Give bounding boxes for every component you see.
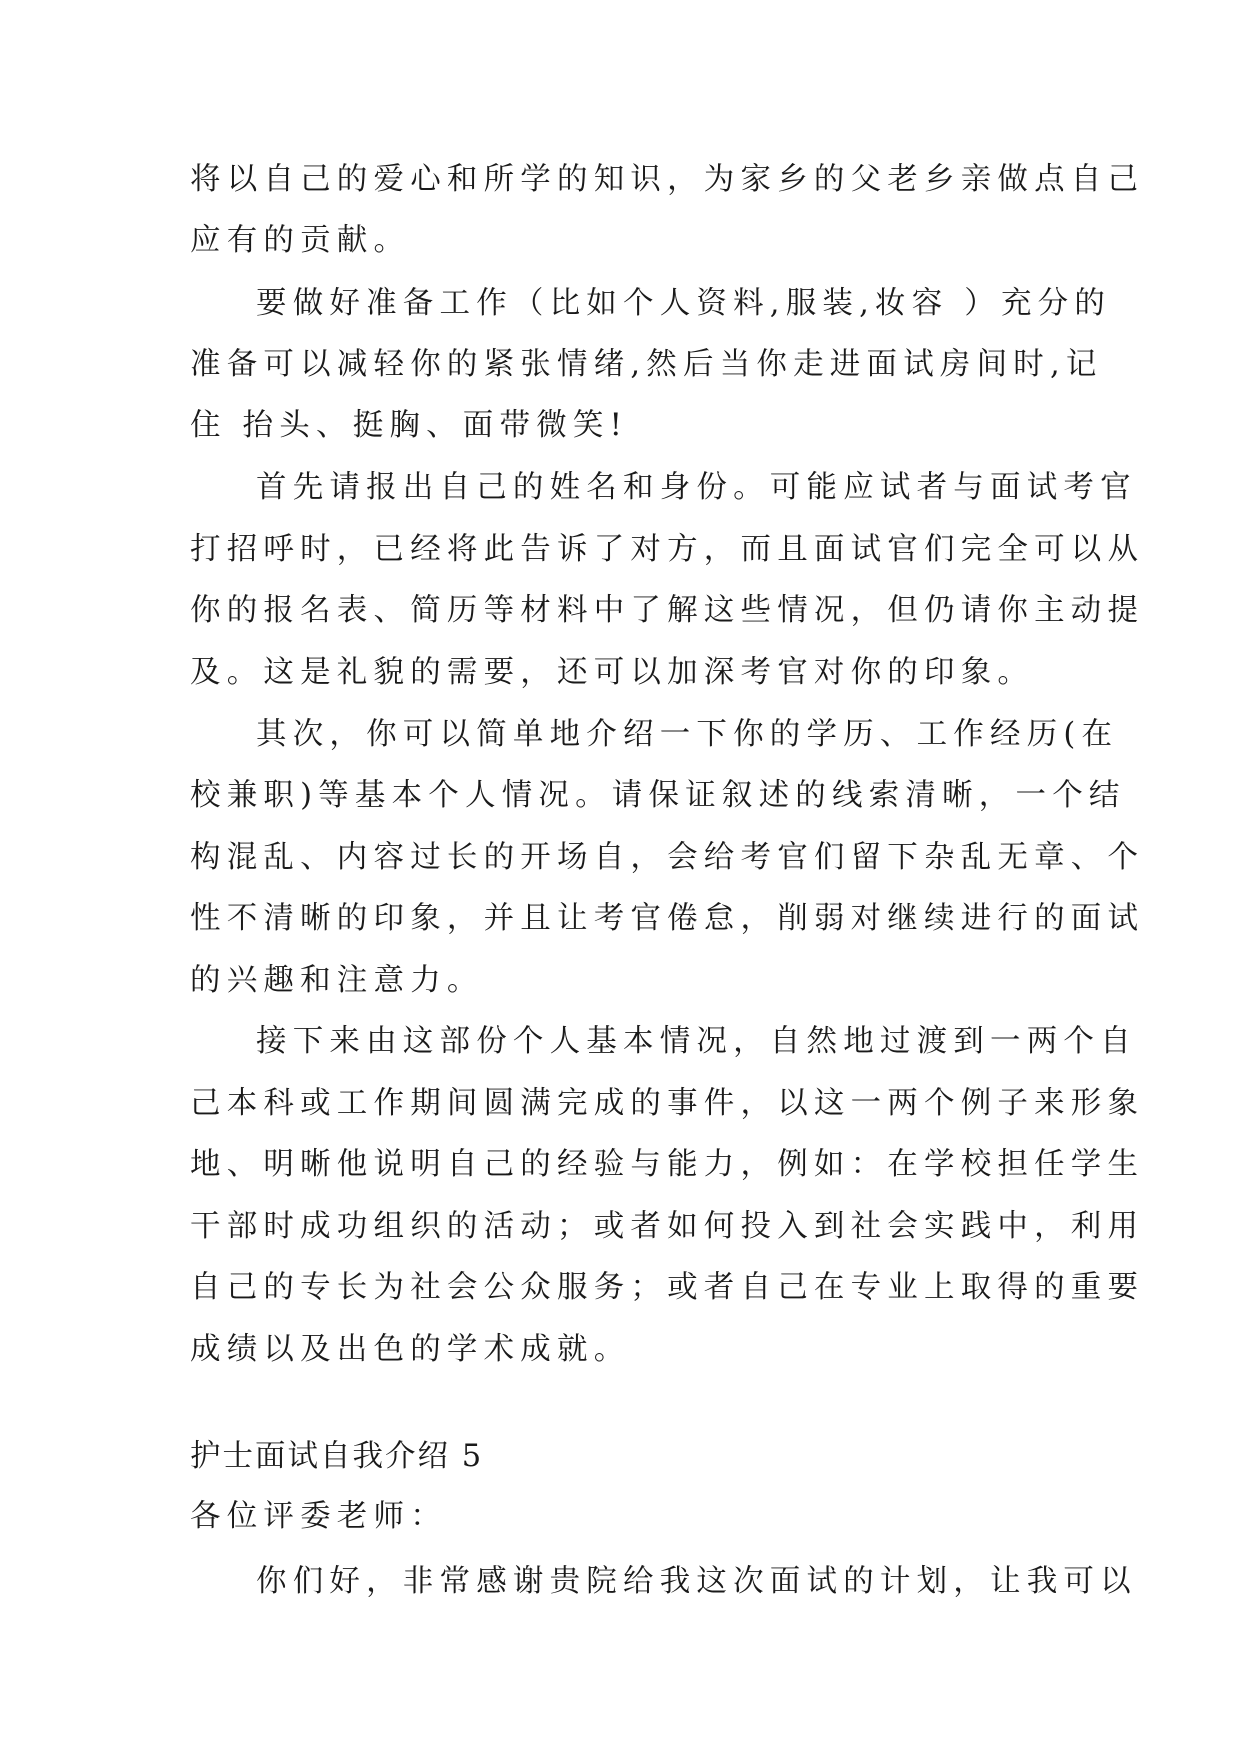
paragraph-line: 校兼职)等基本个人情况。请保证叙述的线索清晰，一个结 — [190, 778, 1126, 813]
paragraph-line: 地、明晰他说明自己的经验与能力，例如：在学校担任学生 — [190, 1147, 1145, 1182]
paragraph-line: 的兴趣和注意力。 — [190, 963, 484, 998]
paragraph-line: 性不清晰的印象，并且让考官倦怠，削弱对继续进行的面试 — [190, 901, 1145, 936]
paragraph-line: 住 抬头、挺胸、面带微笑! — [190, 408, 629, 443]
paragraph-line: 你的报名表、简历等材料中了解这些情况，但仍请你主动提 — [190, 593, 1145, 628]
paragraph-line: 及。这是礼貌的需要，还可以加深考官对你的印象。 — [190, 655, 1035, 690]
paragraph-line: 准备可以减轻你的紧张情绪,然后当你走进面试房间时,记 — [190, 347, 1103, 382]
paragraph-line: 要做好准备工作（比如个人资料,服装,妆容 ）充分的 — [256, 286, 1112, 321]
salutation: 各位评委老师： — [190, 1499, 447, 1534]
paragraph-line: 将以自己的爱心和所学的知识，为家乡的父老乡亲做点自己 — [190, 162, 1145, 197]
section-heading: 护士面试自我介绍 5 — [190, 1439, 484, 1474]
paragraph-line: 你们好，非常感谢贵院给我这次面试的计划，让我可以 — [256, 1564, 1137, 1599]
paragraph-line: 打招呼时，已经将此告诉了对方，而且面试官们完全可以从 — [190, 532, 1145, 567]
paragraph-line: 自己的专长为社会公众服务；或者自己在专业上取得的重要 — [190, 1270, 1145, 1305]
paragraph-line: 接下来由这部份个人基本情况，自然地过渡到一两个自 — [256, 1024, 1137, 1059]
paragraph-line: 构混乱、内容过长的开场自，会给考官们留下杂乱无章、个 — [190, 840, 1145, 875]
paragraph-line: 应有的贡献。 — [190, 223, 411, 258]
paragraph-line: 其次，你可以简单地介绍一下你的学历、工作经历(在 — [256, 717, 1119, 752]
paragraph-line: 己本科或工作期间圆满完成的事件，以这一两个例子来形象 — [190, 1086, 1145, 1121]
paragraph-line: 成绩以及出色的学术成就。 — [190, 1332, 631, 1367]
paragraph-line: 首先请报出自己的姓名和身份。可能应试者与面试考官 — [256, 470, 1137, 505]
paragraph-line: 干部时成功组织的活动；或者如何投入到社会实践中，利用 — [190, 1209, 1145, 1244]
